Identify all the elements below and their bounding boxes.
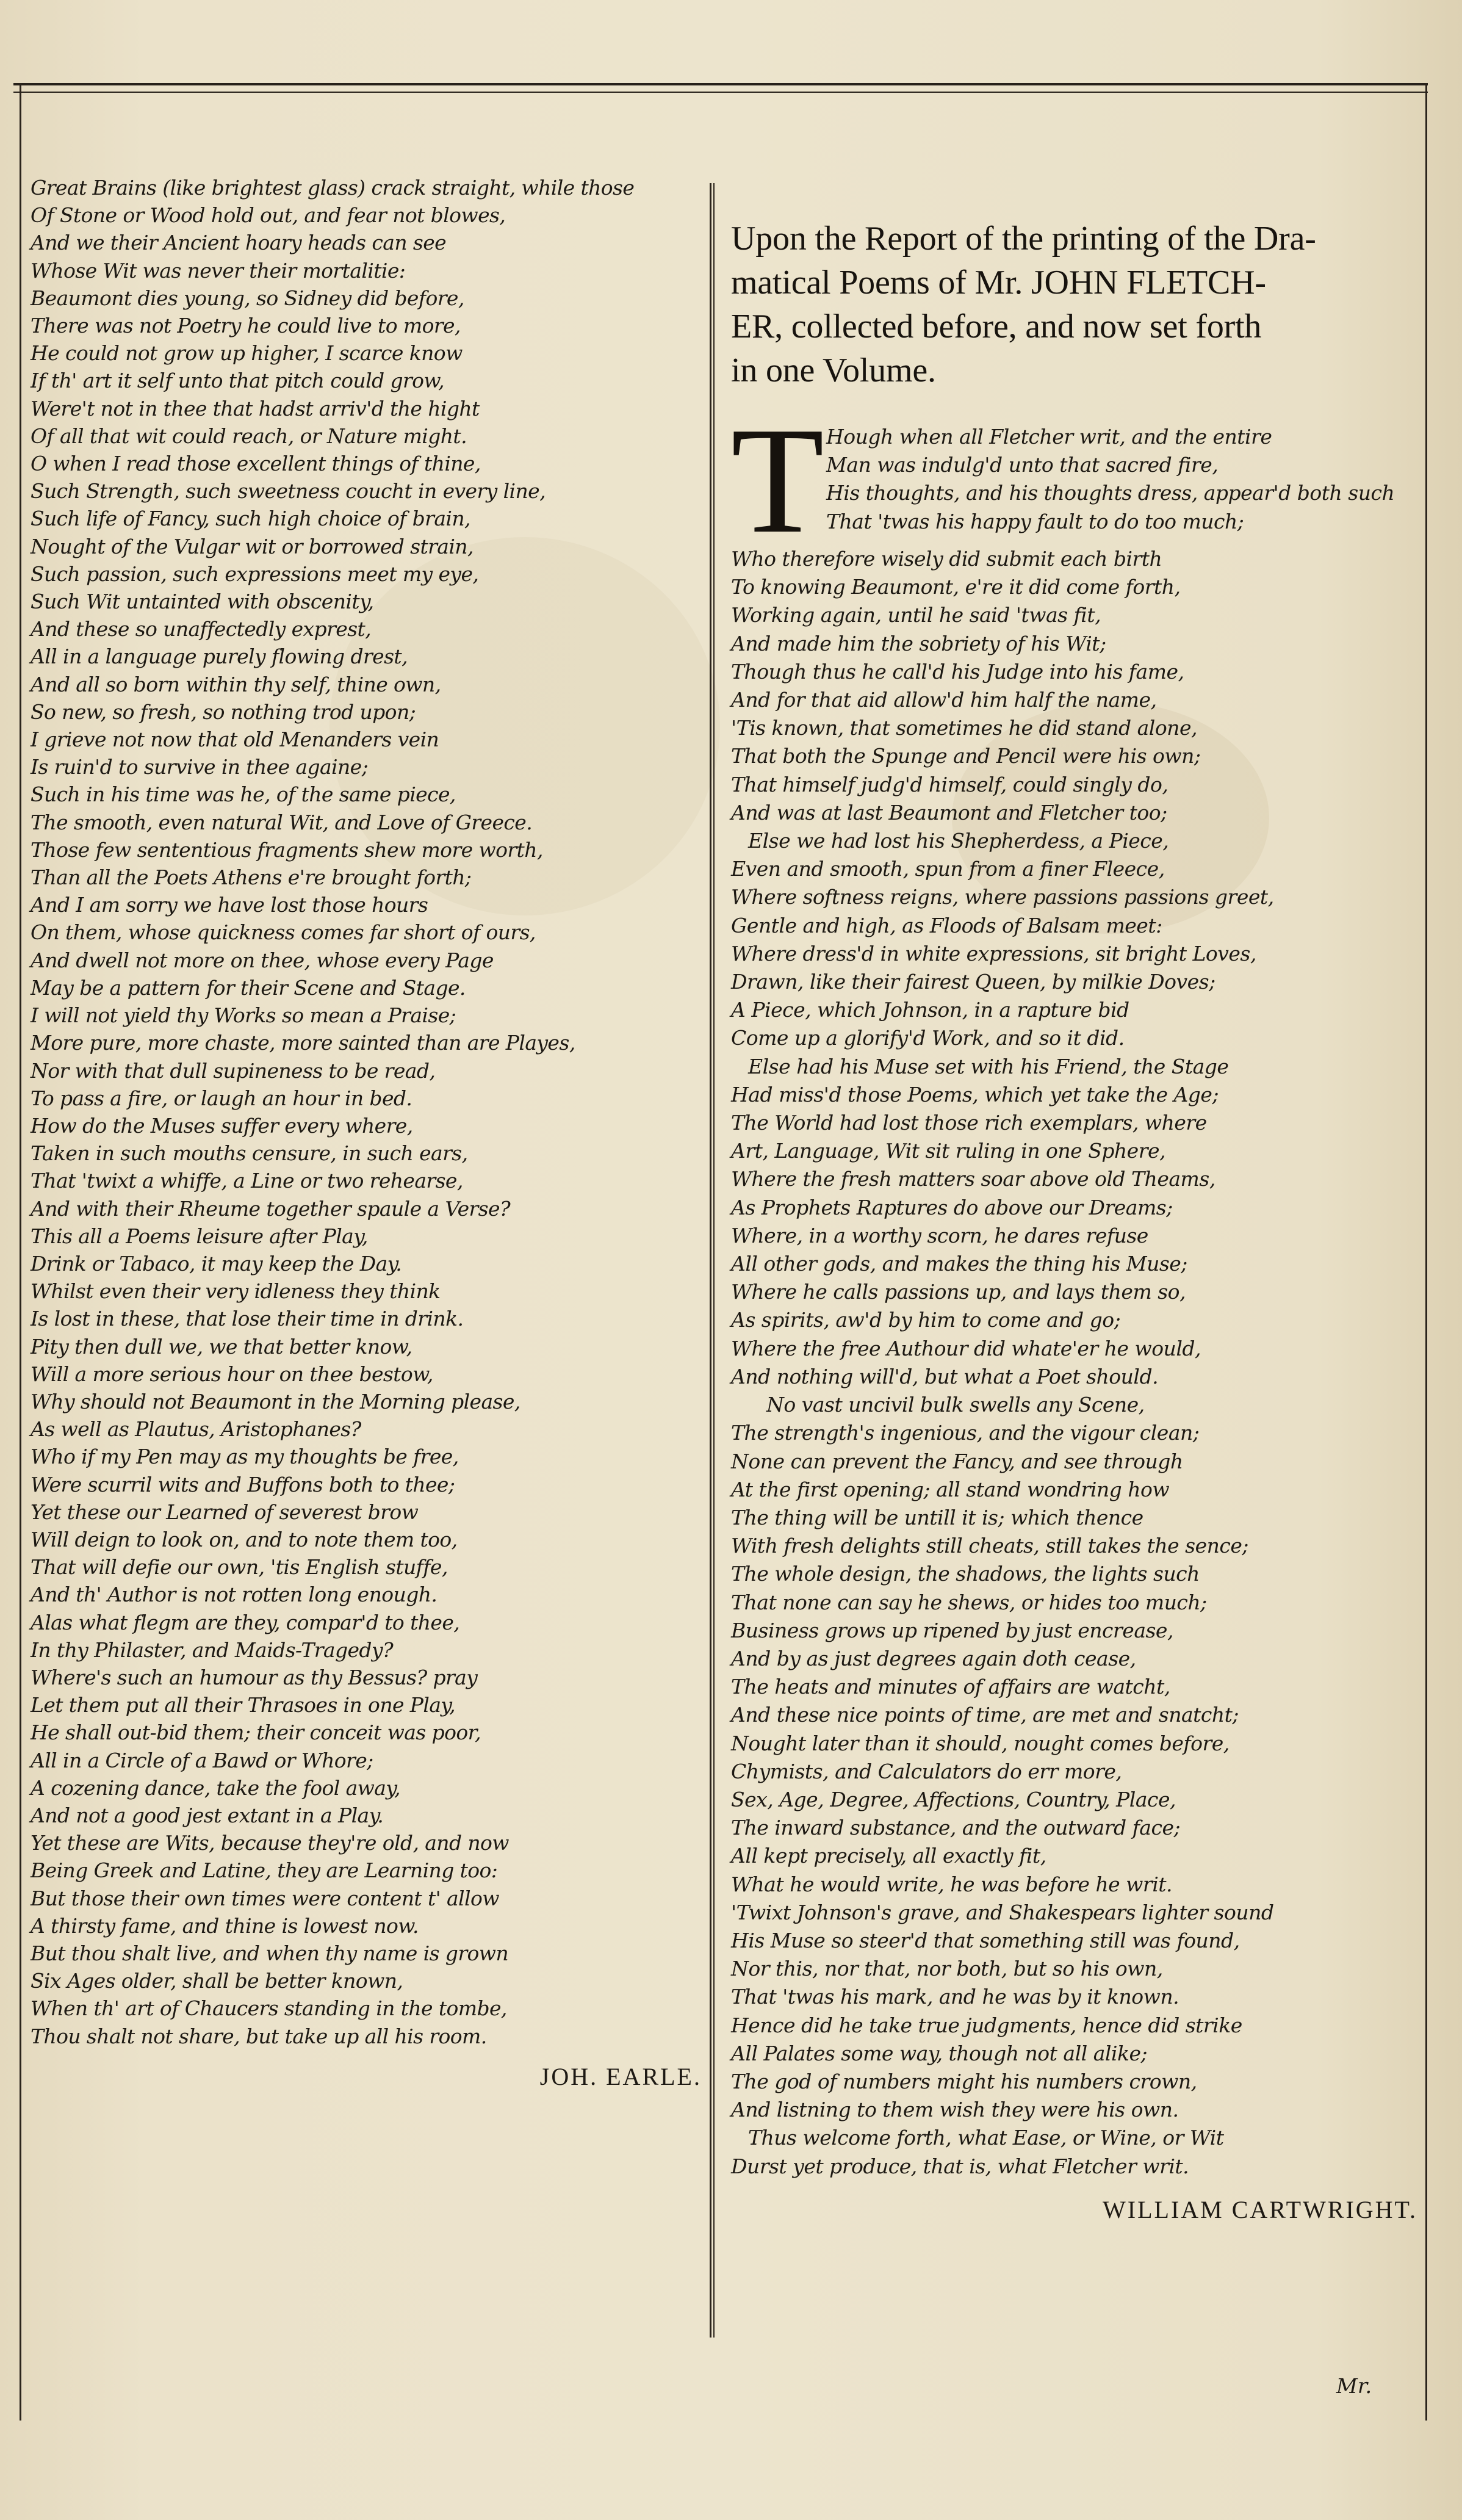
poem-line: No vast uncivil bulk swells any Scene, bbox=[766, 1393, 1145, 1417]
poem-line: Sex, Age, Degree, Affections, Country, Place, bbox=[731, 1787, 1176, 1811]
poem-line: 'Twixt Johnson's grave, and Shakespears lighter sound bbox=[731, 1900, 1274, 1924]
poem-line: Where, in a worthy scorn, he dares refuse bbox=[731, 1223, 1148, 1247]
right-rule bbox=[1425, 83, 1427, 2421]
poem-line: And not a good jest extant in a Play. bbox=[31, 1803, 384, 1827]
poem-line: And dwell not more on thee, whose every Page bbox=[31, 948, 494, 972]
poem-line: Nor this, nor that, nor both, but so his own, bbox=[731, 1957, 1163, 1981]
poem-line: Those few sententious fragments shew more worth, bbox=[31, 837, 543, 862]
poem-line: That none can say he shews, or hides too much; bbox=[731, 1590, 1207, 1614]
poem-line: Where dress'd in white expressions, sit bright Loves, bbox=[731, 941, 1256, 966]
poem-line: With fresh delights still cheats, still takes the sence; bbox=[731, 1534, 1248, 1558]
poem-line: All in a Circle of a Bawd or Whore; bbox=[31, 1748, 373, 1772]
right-poem-lines bbox=[731, 545, 1417, 2181]
poem-line: And all so born within thy self, thine own, bbox=[31, 672, 441, 696]
right-poem-signature: WILLIAM CARTWRIGHT. bbox=[1103, 2195, 1417, 2223]
poem-line: Whose Wit was never their mortalitie: bbox=[31, 258, 406, 283]
poem-line: On them, whose quickness comes far short of ours, bbox=[31, 920, 536, 945]
drop-cap: T bbox=[731, 417, 824, 545]
poem-line: That himself judg'd himself, could singly do, bbox=[731, 772, 1169, 796]
poem-line: And we their Ancient hoary heads can see bbox=[31, 231, 447, 255]
left-column-poem bbox=[31, 174, 702, 2091]
poem-line: And was at last Beaumont and Fletcher too; bbox=[731, 800, 1167, 825]
poem-line: But thou shalt live, and when thy name is grown bbox=[31, 1941, 509, 1965]
poem-line: Being Greek and Latine, they are Learning too: bbox=[31, 1858, 498, 1883]
poem-line: Even and smooth, spun from a finer Fleece, bbox=[731, 857, 1165, 881]
poem-line: Where softness reigns, where passions passions greet, bbox=[731, 885, 1274, 909]
poem-line: Who if my Pen may as my thoughts be free, bbox=[31, 1445, 459, 1469]
poem-line: Great Brains (like brightest glass) crack straight, while those bbox=[31, 176, 635, 200]
poem-line: Chymists, and Calculators do err more, bbox=[731, 1759, 1122, 1783]
poem-line: Such Strength, such sweetness coucht in every line, bbox=[31, 479, 546, 504]
poem-line: And listning to them wish they were his own. bbox=[731, 2098, 1179, 2122]
poem-line: Nought of the Vulgar wit or borrowed strain, bbox=[31, 534, 474, 558]
poem-line: A cozening dance, take the fool away, bbox=[31, 1775, 400, 1800]
poem-line: And by as just degrees again doth cease, bbox=[731, 1646, 1136, 1670]
poem-title-line: matical Poems of Mr. JOHN FLETCH- bbox=[731, 264, 1266, 301]
poem-line: And these so unaffectedly exprest, bbox=[31, 617, 372, 641]
poem-line: And th' Author is not rotten long enough. bbox=[31, 1583, 438, 1607]
column-divider-inner bbox=[713, 183, 715, 2338]
poem-line: Come up a glorify'd Work, and so it did. bbox=[731, 1026, 1125, 1050]
poem-line: Art, Language, Wit sit ruling in one Sphere, bbox=[731, 1139, 1166, 1163]
poem-line: And nothing will'd, but what a Poet should. bbox=[731, 1364, 1159, 1388]
poem-line: The thing will be untill it is; which thence bbox=[731, 1505, 1143, 1529]
poem-line: O when I read those excellent things of thine, bbox=[31, 452, 481, 476]
poem-line: The inward substance, and the outward face; bbox=[731, 1816, 1181, 1840]
poem-line: Who therefore wisely did submit each birth bbox=[731, 547, 1162, 571]
poem-line: Pity then dull we, we that better know, bbox=[31, 1334, 412, 1359]
poem-line: The World had lost those rich exemplars, where bbox=[731, 1111, 1207, 1135]
poem-title-line: in one Volume. bbox=[731, 352, 936, 389]
poem-line: Man was indulg'd unto that sacred fire, bbox=[826, 453, 1219, 477]
poem-line: Such life of Fancy, such high choice of brain, bbox=[31, 507, 470, 531]
poem-line: Yet these are Wits, because they're old, and now bbox=[31, 1831, 509, 1855]
poem-line: Nought later than it should, nought comes before, bbox=[731, 1731, 1230, 1755]
poem-line: Thus welcome forth, what Ease, or Wine, or Wit bbox=[748, 2126, 1224, 2150]
poem-line: That 'twixt a whiffe, a Line or two rehearse, bbox=[31, 1169, 463, 1193]
poem-line: Such in his time was he, of the same piece, bbox=[31, 782, 456, 807]
poem-line: So new, so fresh, so nothing trod upon; bbox=[31, 699, 416, 724]
poem-line: Working again, until he said 'twas fit, bbox=[731, 603, 1101, 627]
top-rule bbox=[13, 83, 1428, 85]
poem-line: Such Wit untainted with obscenity, bbox=[31, 590, 374, 614]
left-poem-signature: JOH. EARLE. bbox=[539, 2062, 702, 2090]
poem-line: And made him the sobriety of his Wit; bbox=[731, 631, 1106, 655]
poem-line: Let them put all their Thrasoes in one Play, bbox=[31, 1693, 455, 1717]
column-divider bbox=[710, 183, 711, 2338]
poem-line: He shall out-bid them; their conceit was poor, bbox=[31, 1720, 481, 1745]
poem-line: Where's such an humour as thy Bessus? pray bbox=[31, 1665, 478, 1689]
poem-line: Such passion, such expressions meet my eye, bbox=[31, 561, 479, 586]
poem-line: Were't not in thee that hadst arriv'd the hight bbox=[31, 396, 480, 421]
poem-line: How do the Muses suffer every where, bbox=[31, 1113, 413, 1138]
poem-line: Else had his Muse set with his Friend, the Stage bbox=[748, 1054, 1229, 1078]
poem-line: I grieve not now that old Menanders vein bbox=[31, 727, 439, 752]
poem-line: The whole design, the shadows, the lights such bbox=[731, 1562, 1200, 1586]
poem-title-line: ER, collected before, and now set forth bbox=[731, 308, 1262, 345]
poem-line: Drawn, like their fairest Queen, by milkie Doves; bbox=[731, 970, 1215, 994]
poem-line: Where the fresh matters soar above old Theams, bbox=[731, 1167, 1215, 1191]
poem-line: Taken in such mouths censure, in such ears, bbox=[31, 1141, 468, 1166]
poem-line: Where he calls passions up, and lays them so, bbox=[731, 1280, 1186, 1304]
poem-line: Were scurril wits and Buffons both to thee; bbox=[31, 1472, 455, 1496]
poem-line: Of all that wit could reach, or Nature might. bbox=[31, 424, 467, 448]
poem-title-line: Upon the Report of the printing of the Dra- bbox=[731, 220, 1316, 258]
poem-line: Six Ages older, shall be better known, bbox=[31, 1969, 403, 1993]
poem-line: Why should not Beaumont in the Morning please, bbox=[31, 1389, 520, 1413]
poem-line: The heats and minutes of affairs are watcht, bbox=[731, 1675, 1170, 1699]
poem-line: Will a more serious hour on thee bestow, bbox=[31, 1362, 433, 1386]
poem-line: And for that aid allow'd him half the name, bbox=[731, 688, 1157, 712]
poem-line: When th' art of Chaucers standing in the tombe, bbox=[31, 1996, 507, 2021]
poem-line: Of Stone or Wood hold out, and fear not blowes, bbox=[31, 203, 506, 228]
poem-opening bbox=[731, 417, 1417, 545]
poem-line: There was not Poetry he could live to more, bbox=[31, 314, 461, 338]
poem-line: May be a pattern for their Scene and Stage. bbox=[31, 975, 466, 1000]
poem-line: At the first opening; all stand wondring how bbox=[731, 1477, 1170, 1501]
top-rule-inner bbox=[13, 92, 1428, 93]
poem-line: As spirits, aw'd by him to come and go; bbox=[731, 1308, 1121, 1332]
poem-line: Beaumont dies young, so Sidney did before, bbox=[31, 286, 464, 310]
poem-line: That 'twas his mark, and he was by it known. bbox=[731, 1985, 1179, 2009]
poem-line: What he would write, he was before he writ. bbox=[731, 1872, 1172, 1896]
poem-line: Is lost in these, that lose their time in drink. bbox=[31, 1307, 464, 1331]
poem-line: Hough when all Fletcher writ, and the entire bbox=[826, 425, 1272, 449]
catchword: Mr. bbox=[1336, 2374, 1372, 2399]
poem-line: Will deign to look on, and to note them too, bbox=[31, 1527, 458, 1551]
poem-line: In thy Philaster, and Maids-Tragedy? bbox=[31, 1637, 394, 1662]
poem-line: I will not yield thy Works so mean a Praise; bbox=[31, 1003, 456, 1028]
poem-line: None can prevent the Fancy, and see through bbox=[731, 1449, 1183, 1473]
poem-line: All kept precisely, all exactly fit, bbox=[731, 1844, 1046, 1868]
poem-line: 'Tis known, that sometimes he did stand alone, bbox=[731, 716, 1197, 740]
poem-line: Thou shalt not share, but take up all his room. bbox=[31, 2024, 487, 2048]
poem-line: The god of numbers might his numbers crown, bbox=[731, 2069, 1197, 2093]
poem-line: And with their Rheume together spaule a Verse? bbox=[31, 1196, 511, 1221]
poem-line: This all a Poems leisure after Play, bbox=[31, 1224, 368, 1248]
poem-line: Where the free Authour did whate'er he would, bbox=[731, 1336, 1201, 1360]
poem-line: A thirsty fame, and thine is lowest now. bbox=[31, 1913, 419, 1938]
left-poem-lines bbox=[31, 174, 702, 2050]
poem-line: That 'twas his happy fault to do too much; bbox=[826, 509, 1244, 533]
poem-line: Hence did he take true judgments, hence did strike bbox=[731, 2013, 1242, 2037]
poem-line: Business grows up ripened by just encrease, bbox=[731, 1618, 1173, 1642]
poem-line: As Prophets Raptures do above our Dreams; bbox=[731, 1195, 1173, 1219]
poem-line: Yet these our Learned of severest brow bbox=[31, 1500, 419, 1524]
poem-line: Else we had lost his Shepherdess, a Piece, bbox=[748, 829, 1169, 853]
poem-line: Though thus he call'd his Judge into his fame, bbox=[731, 659, 1184, 684]
left-rule bbox=[20, 83, 21, 2421]
poem-line: His Muse so steer'd that something still was found, bbox=[731, 1928, 1240, 1952]
poem-line: The smooth, even natural Wit, and Love of Greece. bbox=[31, 810, 533, 834]
poem-line: All other gods, and makes the thing his Muse; bbox=[731, 1252, 1187, 1276]
poem-line: And I am sorry we have lost those hours bbox=[31, 893, 428, 917]
poem-line: More pure, more chaste, more sainted than are Playes, bbox=[31, 1031, 575, 1055]
poem-line: And these nice points of time, are met and snatcht; bbox=[731, 1703, 1239, 1727]
poem-line: As well as Plautus, Aristophanes? bbox=[31, 1417, 361, 1442]
poem-line: Drink or Tabaco, it may keep the Day. bbox=[31, 1251, 402, 1276]
poem-line: Had miss'd those Poems, which yet take the Age; bbox=[731, 1082, 1219, 1107]
poem-line: Than all the Poets Athens e're brought forth; bbox=[31, 865, 472, 890]
poem-line: That will defie our own, 'tis English stuffe, bbox=[31, 1555, 448, 1580]
poem-line: Whilst even their very idleness they think bbox=[31, 1279, 441, 1304]
poem-line: Nor with that dull supineness to be read, bbox=[31, 1058, 436, 1083]
poem-line: All Palates some way, though not all alike; bbox=[731, 2041, 1148, 2065]
poem-line: To knowing Beaumont, e're it did come forth, bbox=[731, 575, 1181, 599]
poem-line: But those their own times were content t' allow bbox=[31, 1886, 499, 1910]
poem-line: Durst yet produce, that is, what Fletcher writ. bbox=[731, 2154, 1189, 2178]
poem-line: The strength's ingenious, and the vigour clean; bbox=[731, 1421, 1200, 1445]
poem-line: Is ruin'd to survive in thee againe; bbox=[31, 755, 369, 779]
poem-line: That both the Spunge and Pencil were his own; bbox=[731, 744, 1201, 768]
poem-line: Alas what flegm are they, compar'd to thee, bbox=[31, 1610, 460, 1634]
poem-line: His thoughts, and his thoughts dress, appear'd both such bbox=[826, 481, 1395, 505]
poem-line: Gentle and high, as Floods of Balsam meet: bbox=[731, 913, 1162, 937]
poem-line: If th' art it self unto that pitch could grow, bbox=[31, 369, 445, 393]
poem-line: A Piece, which Johnson, in a rapture bid bbox=[731, 998, 1129, 1022]
poem-title bbox=[731, 217, 1417, 392]
poem-line: To pass a fire, or laugh an hour in bed. bbox=[31, 1086, 412, 1110]
right-column-poem bbox=[731, 217, 1417, 2224]
poem-line: All in a language purely flowing drest, bbox=[31, 644, 408, 669]
poem-line: He could not grow up higher, I scarce know bbox=[31, 341, 463, 366]
